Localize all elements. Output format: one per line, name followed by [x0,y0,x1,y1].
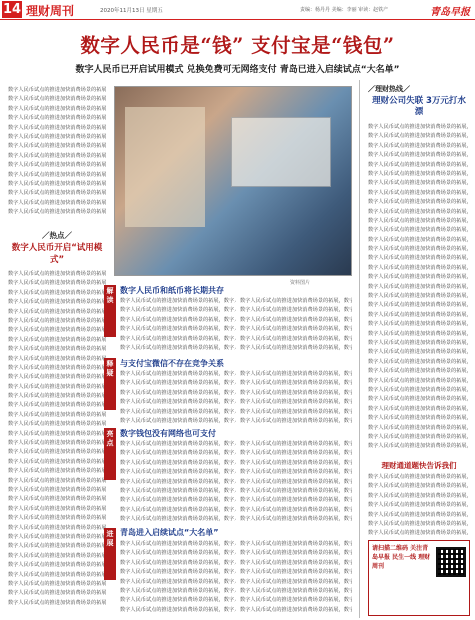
section-body [120,540,236,618]
intro-column [8,86,106,226]
hotline-title: 理财通道题快告诉我们 [381,461,457,470]
hotline-body [368,473,470,535]
hot-article-title: 数字人民币开启“试用模式” [11,243,103,265]
qr-promo-box [368,540,470,616]
right-article-title: 理财公司失联 3万元打水漂 [372,96,466,117]
news-photo [114,86,352,276]
section-body [120,297,236,355]
section-title-offline-pay: 数字钱包没有网络也可支付 [120,429,216,438]
qr-code-icon[interactable] [436,547,466,577]
section-body [240,440,352,524]
editors-line: 责编：杨丹丹 美编：李丽 审读：赵铁产 [300,7,389,13]
section-body [120,370,236,426]
section-tag-explain: 解读 [104,285,116,337]
section-body [240,297,352,355]
page-number: 14 [2,2,22,17]
section-body [240,540,352,618]
section-title-coexist: 数字人民币和纸币将长期共存 [120,286,224,295]
section-title: 理财周刊 [26,4,75,18]
right-tag: ／理财热线／ [368,85,410,93]
section-title-qingdao: 青岛进入启续试点“大名单” [120,528,219,537]
right-article-body [368,123,470,451]
section-body [240,370,352,426]
qr-promo-text: 请扫描二维码 关注青岛早报 民生一线 理财周刊 [372,545,431,571]
issue-date: 2020年11月13日 星期五 [100,8,163,14]
section-tag-clarify: 释疑 [104,358,116,410]
section-body [120,440,236,524]
hot-article-body [8,270,106,615]
section-tag-progress: 进展 [104,528,116,580]
section-tag-highlight: 亮点 [104,428,116,480]
column-divider [359,80,360,618]
hot-tag: ／热点／ [42,231,72,240]
sub-headline: 数字人民币已开启试用模式 兑换免费可无网络支付 青岛已进入启续试点“大名单” [75,65,400,75]
newspaper-logo: 青岛早报 [430,7,470,18]
section-title-competition: 与支付宝微信不存在竞争关系 [120,359,224,368]
photo-credit: 资料图片 [290,280,311,286]
main-headline: 数字人民币是“钱” 支付宝是“钱包” [80,34,395,57]
